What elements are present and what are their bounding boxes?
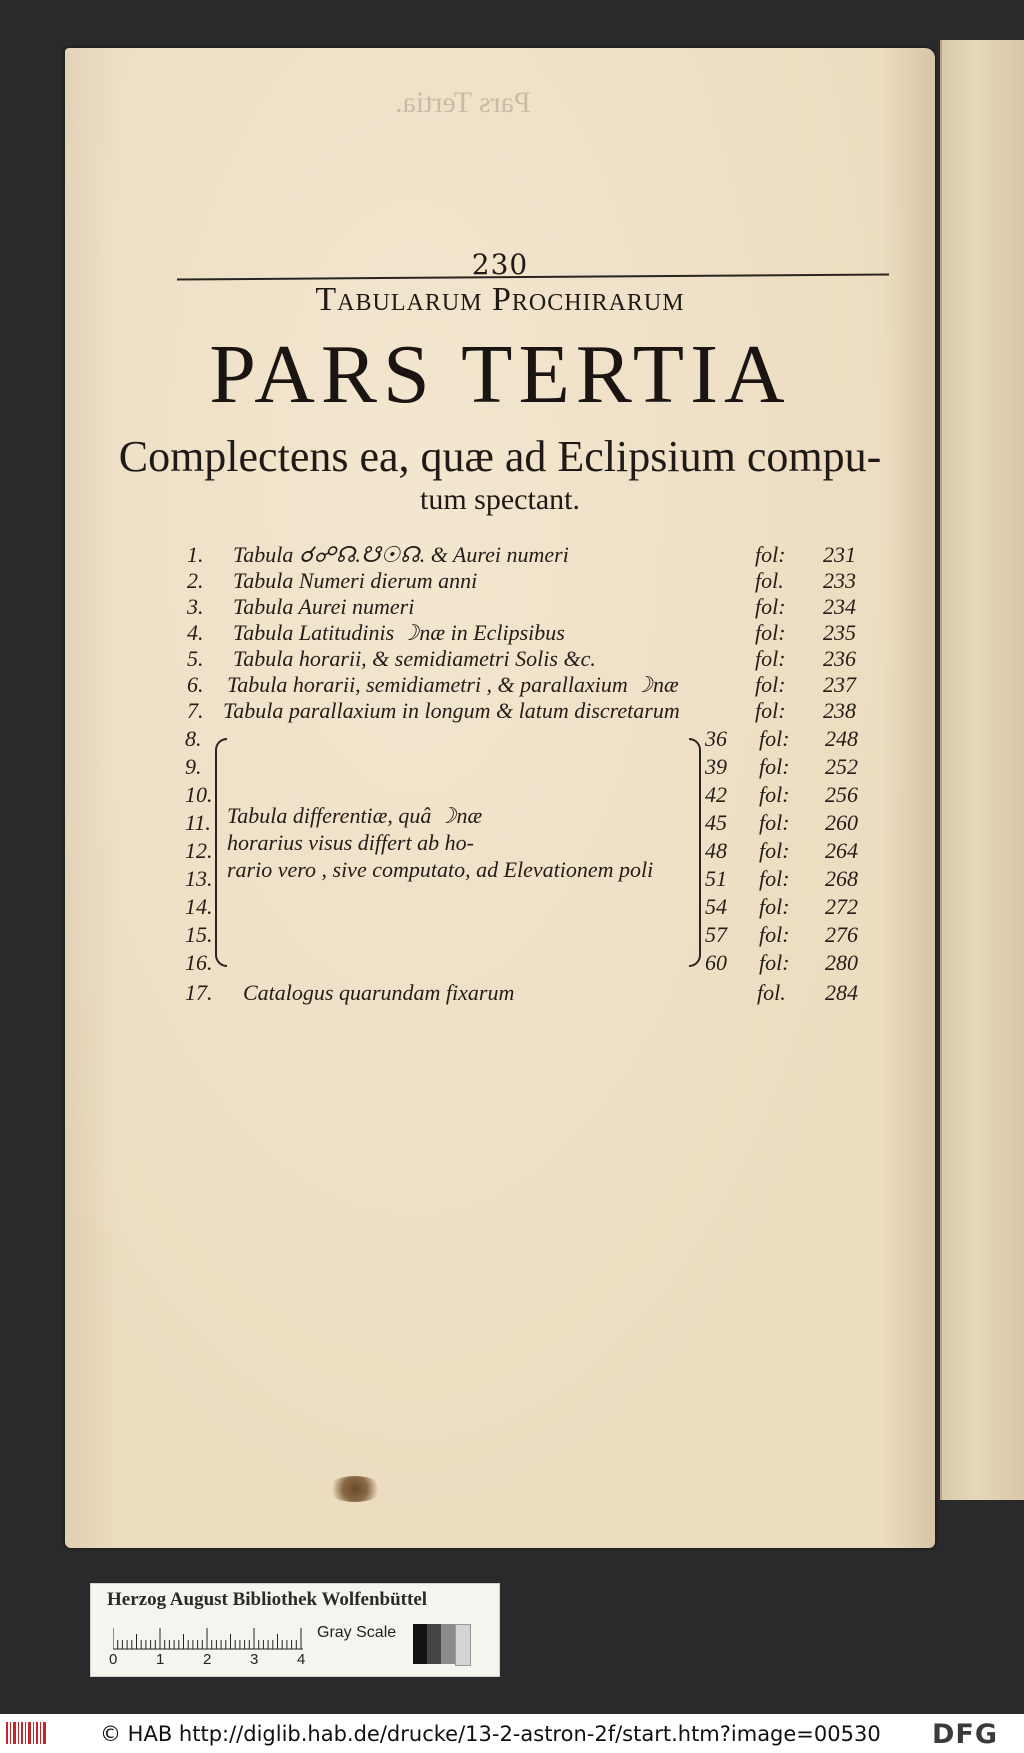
entry-fol: fol. bbox=[757, 980, 786, 1005]
entry-fol: fol: bbox=[755, 698, 786, 723]
entry-fol: fol: bbox=[755, 542, 786, 567]
group-page: 268 bbox=[825, 866, 858, 891]
entry-title: Tabula Numeri dierum anni bbox=[233, 568, 478, 593]
group-page: 272 bbox=[825, 894, 858, 919]
pole-degree: 60 bbox=[705, 950, 727, 975]
pole-degree: 39 bbox=[705, 754, 727, 779]
ruler-number: 0 bbox=[109, 1651, 118, 1668]
entry-page: 238 bbox=[823, 698, 856, 723]
entry-number: 1. bbox=[187, 542, 204, 567]
entry-number: 3. bbox=[187, 594, 204, 619]
group-fol: fol: bbox=[759, 838, 790, 863]
entry-title: Tabula Latitudinis ☽næ in Eclipsibus bbox=[233, 620, 565, 645]
entry-title: Tabula horarii, semidiametri , & parallaxium ☽næ bbox=[227, 672, 679, 697]
group-number: 16. bbox=[185, 950, 213, 975]
show-through: Pars Tertia. bbox=[395, 86, 531, 119]
group-number: 13. bbox=[185, 866, 213, 891]
folio-number: 230 bbox=[471, 248, 529, 281]
group-fol: fol: bbox=[759, 950, 790, 975]
description-line-1: Complectens ea, quæ ad Eclipsium compu- bbox=[118, 432, 882, 481]
group-number: 10. bbox=[185, 782, 213, 807]
group-page: 248 bbox=[825, 726, 858, 751]
entry-number: 17. bbox=[185, 980, 213, 1005]
entry-page: 234 bbox=[823, 594, 856, 619]
group-description-2: horarius visus differt ab ho- bbox=[227, 830, 474, 855]
footer-bar bbox=[0, 1714, 1024, 1753]
left-brace bbox=[215, 738, 227, 967]
ruler-number: 3 bbox=[250, 1651, 259, 1668]
entry-fol: fol: bbox=[755, 672, 786, 697]
ruler-ticks bbox=[113, 1628, 303, 1650]
group-page: 252 bbox=[825, 754, 858, 779]
entry-number: 4. bbox=[187, 620, 204, 645]
entry-fol: fol: bbox=[755, 594, 786, 619]
book-page bbox=[65, 48, 935, 1548]
entry-title: Tabula Aurei numeri bbox=[233, 594, 415, 619]
pole-degree: 42 bbox=[705, 782, 727, 807]
group-number: 15. bbox=[185, 922, 213, 947]
group-fol: fol: bbox=[759, 782, 790, 807]
entry-page: 235 bbox=[823, 620, 856, 645]
running-subtitle: Tabularum Prochirarum bbox=[315, 281, 685, 318]
group-description-3: rario vero , sive computato, ad Elevationem poli bbox=[227, 857, 654, 882]
group-number: 12. bbox=[185, 838, 213, 863]
library-label bbox=[90, 1583, 500, 1677]
pole-degree: 45 bbox=[705, 810, 727, 835]
entry-number: 6. bbox=[187, 672, 204, 697]
entry-page: 237 bbox=[823, 672, 856, 697]
entry-number: 2. bbox=[187, 568, 204, 593]
gray-swatch-light bbox=[455, 1624, 471, 1666]
ruler-number: 4 bbox=[297, 1651, 306, 1668]
dfg-logo: DFG bbox=[932, 1719, 999, 1750]
copyright-url[interactable]: © HAB http://diglib.hab.de/drucke/13-2-astron-2f/start.htm?image=00530 bbox=[100, 1722, 881, 1746]
group-number: 14. bbox=[185, 894, 213, 919]
right-brace bbox=[689, 738, 701, 967]
ruler-number: 2 bbox=[203, 1651, 212, 1668]
entry-title: Tabula horarii, & semidiametri Solis &c. bbox=[233, 646, 596, 671]
group-number: 11. bbox=[185, 810, 211, 835]
group-description-1: Tabula differentiæ, quâ ☽næ bbox=[227, 803, 483, 828]
entry-page: 236 bbox=[823, 646, 856, 671]
group-page: 260 bbox=[825, 810, 858, 835]
entry-page: 284 bbox=[825, 980, 858, 1005]
group-fol: fol: bbox=[759, 726, 790, 751]
group-fol: fol: bbox=[759, 922, 790, 947]
entry-fol: fol. bbox=[755, 568, 784, 593]
pole-degree: 36 bbox=[705, 726, 727, 751]
next-page-edge bbox=[940, 40, 1024, 1500]
pole-degree: 57 bbox=[705, 922, 727, 947]
pole-degree: 51 bbox=[705, 866, 727, 891]
ruler-number: 1 bbox=[156, 1651, 165, 1668]
page-stain bbox=[327, 1476, 383, 1502]
group-fol: fol: bbox=[759, 754, 790, 779]
entry-number: 7. bbox=[187, 698, 204, 723]
gray-swatch-black bbox=[413, 1624, 427, 1664]
group-number: 9. bbox=[185, 754, 202, 779]
description-line-2: tum spectant. bbox=[420, 483, 580, 516]
gray-swatch-mid bbox=[441, 1624, 455, 1664]
entry-fol: fol: bbox=[755, 620, 786, 645]
entry-page: 233 bbox=[823, 568, 856, 593]
entry-page: 231 bbox=[823, 542, 856, 567]
page-title: PARS TERTIA bbox=[209, 328, 791, 421]
library-name: Herzog August Bibliothek Wolfenbüttel bbox=[107, 1589, 428, 1610]
group-fol: fol: bbox=[759, 866, 790, 891]
group-page: 264 bbox=[825, 838, 858, 863]
barcode-icon bbox=[6, 1722, 46, 1744]
group-page: 280 bbox=[825, 950, 858, 975]
entry-fol: fol: bbox=[755, 646, 786, 671]
group-fol: fol: bbox=[759, 894, 790, 919]
entry-title: Catalogus quarundam fixarum bbox=[243, 980, 515, 1005]
group-fol: fol: bbox=[759, 810, 790, 835]
gray-swatch-dark bbox=[427, 1624, 441, 1664]
group-number: 8. bbox=[185, 726, 202, 751]
gray-scale-label: Gray Scale bbox=[317, 1624, 397, 1641]
entry-title: Tabula ☌☍☊.☋☉☊. & Aurei numeri bbox=[233, 542, 569, 567]
entry-title: Tabula parallaxium in longum & latum discretarum bbox=[223, 698, 680, 723]
entry-number: 5. bbox=[187, 646, 204, 671]
group-page: 256 bbox=[825, 782, 858, 807]
group-page: 276 bbox=[825, 922, 858, 947]
pole-degree: 54 bbox=[705, 894, 727, 919]
pole-degree: 48 bbox=[705, 838, 727, 863]
